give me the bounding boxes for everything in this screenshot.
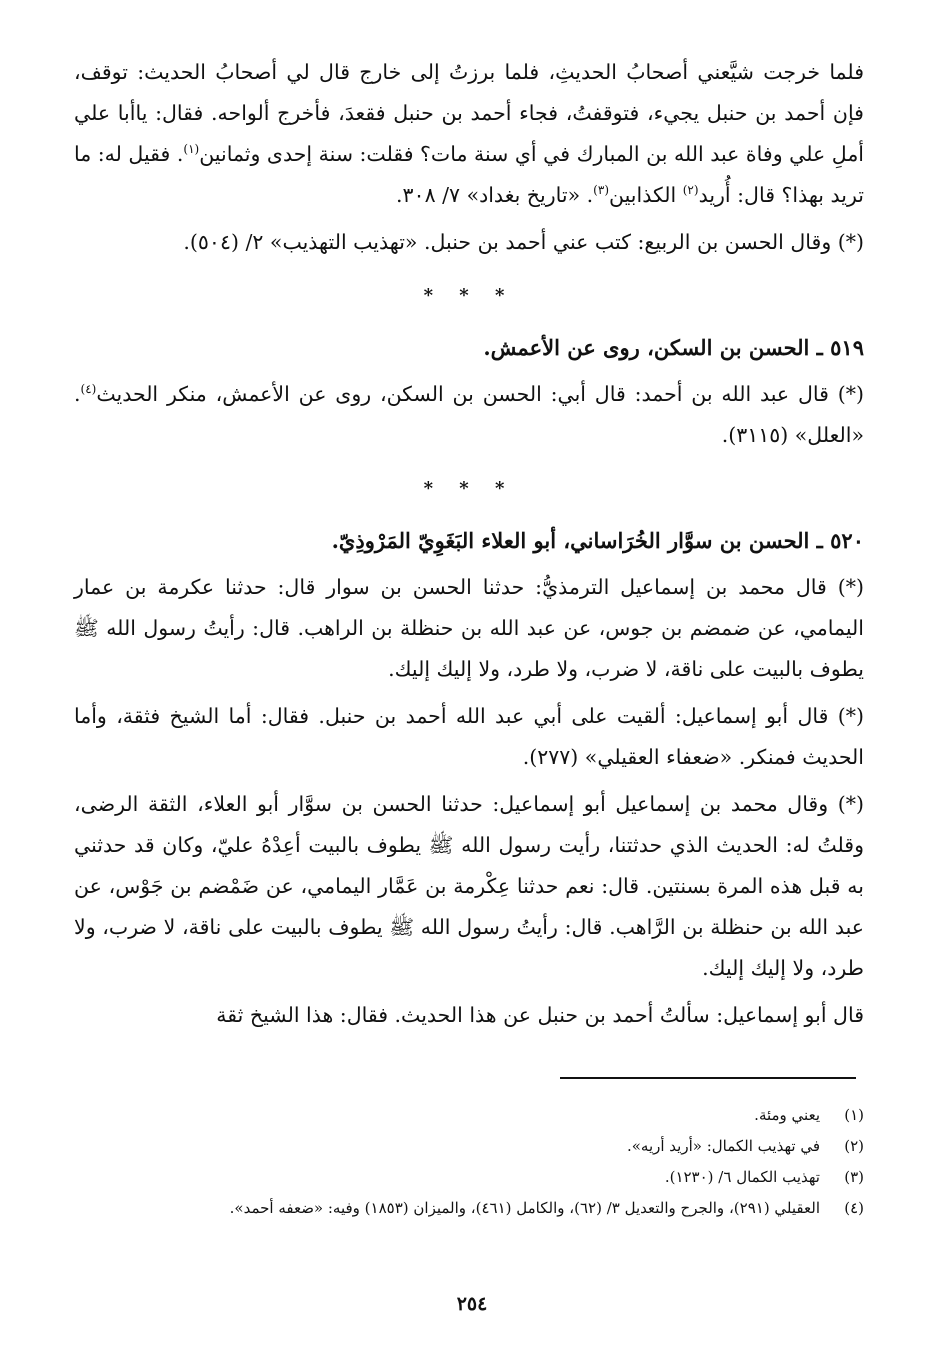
footnote-text: يعني ومئة. [754, 1106, 820, 1124]
paragraph-continuation [74, 52, 864, 216]
footnote-text: في تهذيب الكمال: «أريد أريه». [626, 1137, 820, 1155]
main-text [74, 52, 864, 1042]
footnote-ref-2: (٢) [682, 183, 699, 198]
footnote [74, 1162, 864, 1193]
paragraph-text: فلما خرجت شيَّعني أصحابُ الحديثِ، فلما برزتُ إلى خارج قال لي أصحابُ الحديث: توقف، فإن أحمد بن حنبل يجيء، فتوقفتُ، فجاء أحمد بن حنبل فقعدَ، فأخرج ألواحه. فقال: ياأبا علي أملِ علي وفاة عبد الله بن المبارك في أي سنة مات؟ فقلت: سنة إحدى وثمانين [74, 60, 864, 166]
paragraph-hasan-rabi: (*) وقال الحسن بن الربيع: كتب عني أحمد بن حنبل. «تهذيب التهذيب» ٢/ (٥٠٤). [183, 230, 864, 254]
entry-520-paragraph-2: (*) قال أبو إسماعيل: ألقيت على أبي عبد الله أحمد بن حنبل. فقال: أما الشيخ فثقة، وأما الحديث فمنكر. «ضعفاء العقيلي» (٢٧٧). [74, 704, 864, 769]
section-separator: * * * [423, 285, 515, 306]
footnote-number: (١) [844, 1106, 864, 1124]
footnote-number: (٤) [844, 1199, 864, 1217]
footnote-ref-3: (٣) [593, 183, 609, 198]
entry-heading-519: ٥١٩ ـ الحسن بن السكن، روى عن الأعمش. [483, 335, 864, 360]
paragraph-text: الكذابين [609, 183, 683, 207]
entry-520-paragraph-3: (*) وقال محمد بن إسماعيل أبو إسماعيل: حدثنا الحسن بن سوَّار أبو العلاء، الثقة الرضى، وقلتُ له: الحديث الذي حدثتنا، رأيت رسول الله ﷺ يطوف بالبيت أعِدْهُ عليّ، وكان قد حدثني به قبل هذه المرة بسنتين. قال: نعم حدثنا عِكْرمة بن عَمَّار اليمامي، عن ضَمْضم بن جَوْس، عن عبد الله بن حنظلة بن الرَّاهب. قال: رأيتُ رسول الله ﷺ يطوف بالبيت على ناقة، لا ضرب، ولا طرد، ولا إليك إليك. [74, 792, 864, 980]
paragraph-text: (*) قال عبد الله بن أحمد: قال أبي: الحسن بن السكن، روى عن الأعمش، منكر الحديث [96, 382, 864, 406]
entry-520-paragraph-4: قال أبو إسماعيل: سألتُ أحمد بن حنبل عن هذا الحديث. فقال: هذا الشيخ ثقة [216, 1003, 864, 1027]
entry-heading-520: ٥٢٠ ـ الحسن بن سوَّار الخُرَاساني، أبو العلاء البَغَوِيّ المَرْوذِيّ. [331, 528, 864, 553]
source-citation: . «العلل» (٣١١٥). [74, 382, 864, 447]
footnote-text: تهذيب الكمال ٦/ (١٢٣٠). [664, 1168, 820, 1186]
footnote [74, 1193, 864, 1224]
footnote-number: (٢) [844, 1137, 864, 1155]
entry-520-paragraph-1: (*) قال محمد بن إسماعيل الترمذيُّ: حدثنا الحسن بن سوار قال: حدثنا عكرمة بن عمار اليمامي، عن ضمضم بن جوس، عن عبد الله بن حنظلة بن الراهب. قال: رأيتُ رسول الله ﷺ يطوف بالبيت على ناقة، لا ضرب، ولا طرد، ولا إليك إليك. [74, 575, 864, 681]
source-citation: . «تاريخ بغداد» ٧/ ٣٠٨. [396, 183, 594, 207]
footnote-number: (٣) [844, 1168, 864, 1186]
footnote [74, 1100, 864, 1131]
footnote-ref-4: (٤) [80, 382, 97, 397]
footnote [74, 1131, 864, 1162]
paragraph-text: . فقيل له: ما تريد بهذا؟ قال: أُريد [74, 142, 864, 207]
section-separator: * * * [423, 478, 515, 499]
page-number: ٢٥٤ [456, 1293, 488, 1315]
footnotes [74, 1100, 864, 1224]
footnote-divider [560, 1077, 856, 1079]
footnote-text: العقيلي (٢٩١)، والجرح والتعديل ٣/ (٦٢)، والكامل (٤٦١)، والميزان (١٨٥٣) وفيه: «ضعفه أحمد». [229, 1199, 820, 1217]
footnote-ref-1: (١) [183, 142, 200, 157]
entry-519-paragraph [74, 374, 864, 456]
